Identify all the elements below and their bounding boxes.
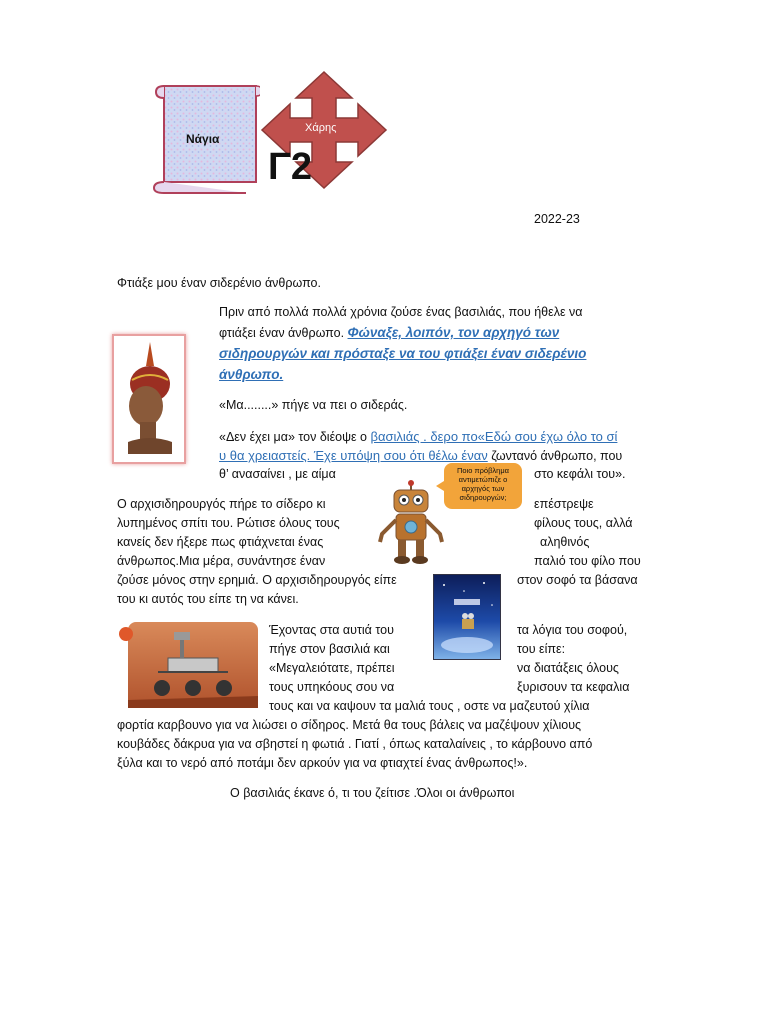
class-title: Γ2 — [268, 146, 312, 188]
p4-line5b: στον σοφό τα βάσανα — [517, 573, 638, 587]
p5-line7: κουβάδες δάκρυα για να σβηστεί η φωτιά . Γιατί , όπως καταλαίνεις , το κάρβουνο από — [117, 737, 593, 751]
p4-line1a: Ο αρχισιδηρουργός πήρε το σίδερο κι — [117, 497, 326, 511]
king-speech-link-cont[interactable]: υ θα χρειαστείς. Έχε υπόψη σου ότι θέλω έναν — [219, 448, 488, 463]
scroll-label: Νάγια — [186, 132, 220, 146]
question-bubble: Ποιο πρόβλημα αντιμετώπιζε ο αρχηγός των σιδηρουργών; — [444, 463, 522, 509]
p3-line2-text: ζωντανό άνθρωπο, που — [487, 449, 623, 463]
p4-line4b: παλιό του φίλο που — [534, 554, 641, 568]
p5-line2b: του είπε: — [517, 642, 566, 656]
p5-line4b: ξυρισουν τα κεφαλια — [517, 680, 630, 694]
pharaoh-head-icon — [114, 336, 184, 462]
p5-line4a: τους υπηκόους σου να — [269, 680, 395, 694]
king-command-link-end[interactable]: άνθρωπο. — [219, 367, 284, 382]
p3-line1 — [219, 427, 617, 447]
p4-line1b: επέστρεψε — [534, 497, 594, 511]
p5-line8: ξύλα και το νερό από ποτάμι δεν αρκούν για να φτιαχτεί ένας άνθρωπος!». — [117, 756, 528, 770]
p1-line2-text: φτιάξει έναν άνθρωπο. — [219, 326, 348, 340]
arrow-label: Χάρης — [305, 122, 337, 134]
king-command-link-cont[interactable]: σιδηρουργών και πρόσταξε να του φτιάξει έναν σιδερένιο — [219, 346, 587, 361]
p4-line5a: ζούσε μόνος στην ερημιά. Ο αρχισιδηρουργός είπε — [117, 573, 397, 587]
p4-line3a: κανείς δεν ήξερε πως φτιάχνεται ένας — [117, 535, 324, 549]
space-poster-icon — [434, 575, 500, 659]
p5-line3a: «Μεγαλειότατε, πρέπει — [269, 661, 395, 675]
p3-line3b: στο κεφάλι του». — [534, 467, 626, 481]
king-command-link[interactable]: Φώναξε, λοιπόν, τον αρχηγό των — [347, 325, 560, 340]
pharaoh-bust-image — [112, 334, 186, 464]
p4-line2b: φίλους τους, αλλά — [534, 516, 633, 530]
rover-icon — [118, 622, 258, 708]
p3-line2 — [219, 446, 622, 466]
p2-line: «Μα........» πήγε να πει ο σιδεράς. — [219, 398, 408, 412]
story-title: Φτιάξε μου έναν σιδερένιο άνθρωπο. — [117, 276, 321, 290]
robot-image — [376, 480, 446, 566]
p5-line2a: πήγε στον βασιλιά και — [269, 642, 390, 656]
p3-line1-text: «Δεν έχει μα» τον διέοψε ο — [219, 430, 371, 444]
p6-line: Ο βασιλιάς έκανε ό, τι του ζείτισε .Όλοι οι άνθρωποι — [230, 786, 515, 800]
p5-line1a: Έχοντας στα αυτιά του — [269, 623, 394, 637]
year-label: 2022-23 — [534, 212, 580, 226]
robot-icon — [376, 480, 446, 566]
p5-line6: φορτία καρβουνο για να λιώσει ο σίδηρος. Μετά θα τους βάλεις να μαζέψουν χίλιους — [117, 718, 582, 732]
p1-line2 — [219, 323, 559, 343]
p4-line6: του κι αυτός του είπε τη να κάνει. — [117, 592, 299, 606]
p4-line2a: λυπημένος σπίτι του. Ρώτισε όλους τους — [117, 516, 340, 530]
p3-line3a: θ’ ανασαίνει , με αίμα — [219, 467, 336, 481]
p5-line5: τους και να καψουν τα μαλιά τους , οστε να μαζευτού χίλια — [269, 699, 590, 713]
p1-line1: Πριν από πολλά πολλά χρόνια ζούσε ένας βασιλιάς, που ήθελε να — [219, 305, 583, 319]
p4-line4a: άνθρωπος.Μια μέρα, συνάντησε έναν — [117, 554, 326, 568]
mars-rover-image — [118, 622, 258, 708]
movie-poster-image — [433, 574, 501, 660]
p4-line3b: αληθινός — [540, 535, 590, 549]
king-speech-link[interactable]: βασιλιάς . δερο πο«Εδώ σου έχω όλο το σί — [370, 429, 618, 444]
p5-line1b: τα λόγια του σοφού, — [517, 623, 628, 637]
p5-line3b: να διατάξεις όλους — [517, 661, 619, 675]
